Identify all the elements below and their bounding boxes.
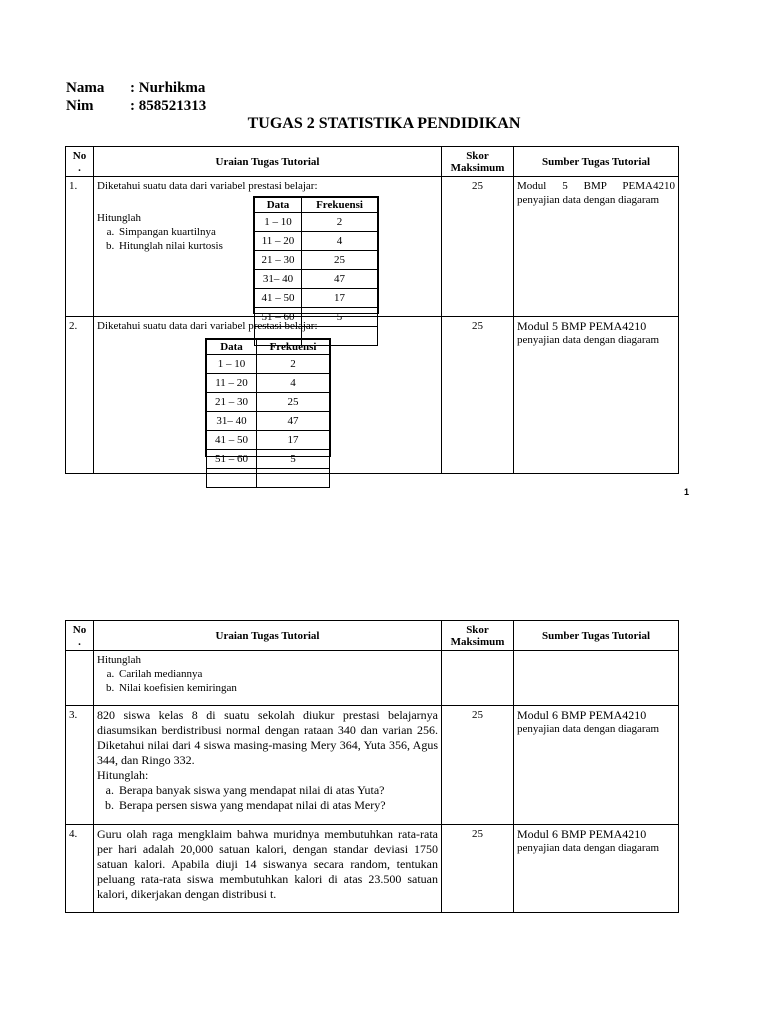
col-no-header: No .: [66, 621, 94, 651]
col-sumber-header: Sumber Tugas Tutorial: [514, 621, 679, 651]
name-value: : Nurhikma: [130, 80, 206, 96]
freq-row: 51 – 60 5: [207, 450, 330, 469]
name-label: Nama: [66, 80, 105, 96]
task-description: [94, 317, 442, 474]
nim-line: [66, 97, 206, 115]
task-number: 1.: [66, 177, 94, 317]
table-header-row: [66, 147, 679, 177]
col-no-header: No .: [66, 147, 94, 177]
table-header-row: [66, 621, 679, 651]
task-table-page-1: [65, 146, 679, 474]
task-intro: Diketahui suatu data dari variabel prestasi belajar:: [97, 180, 318, 192]
task-description: [94, 825, 442, 913]
table-row: [66, 651, 679, 706]
list-item: a. Simpangan kuartilnya: [117, 225, 253, 239]
freq-header-data: Data: [207, 340, 257, 355]
max-score: 25: [442, 317, 514, 474]
task-source: Modul 5 BMP PEMA4210 penyajian data dengan diagaram: [514, 177, 679, 317]
frequency-table: [253, 196, 379, 323]
document-title: TUGAS 2 STATISTIKA PENDIDIKAN: [247, 115, 521, 132]
source-desc: penyajian data dengan diagaram: [517, 334, 660, 346]
task-description: [94, 651, 442, 706]
freq-row: 21 – 30 25: [255, 251, 378, 270]
task-table-page-2: [65, 620, 679, 913]
max-score: 25: [442, 177, 514, 317]
col-skor-header: Skor Maksimum: [442, 147, 514, 177]
max-score: 25: [442, 706, 514, 825]
hitunglah-label: Hitunglah:: [97, 768, 149, 782]
freq-header-frekuensi: Frekuensi: [302, 198, 378, 213]
col-skor-header: Skor Maksimum: [442, 621, 514, 651]
freq-row: 41 – 50 17: [255, 289, 378, 308]
list-item: b. Berapa persen siswa yang mendapat nilai di atas Mery?: [117, 798, 438, 813]
source-desc: penyajian data dengan diagaram: [517, 842, 660, 854]
col-uraian-header: Uraian Tugas Tutorial: [94, 621, 442, 651]
col-sumber-header: Sumber Tugas Tutorial: [514, 147, 679, 177]
list-item: b. Nilai koefisien kemiringan: [117, 681, 438, 695]
freq-row: 1 – 10 2: [255, 213, 378, 232]
freq-row: 11 – 20 4: [255, 232, 378, 251]
frequency-table: [205, 338, 331, 465]
task-number: 4.: [66, 825, 94, 913]
page-number: 1: [684, 487, 690, 497]
task-source: [514, 706, 679, 825]
freq-header-data: Data: [255, 198, 302, 213]
freq-row: 1 – 10 2: [207, 355, 330, 374]
task-text: 820 siswa kelas 8 di suatu sekolah diukur prestasi belajarnya diasumsikan berdistribusi normal dengan rataan 340 dan varian 256. Diketahui nilai dari 4 siswa masing-masing Mery 364, Yuta 356, Agus 344, dan Ringo 332.: [97, 708, 438, 767]
nim-label: Nim: [66, 98, 94, 114]
hitunglah-label: Hitunglah: [97, 654, 141, 666]
source-module: Modul 5 BMP PEMA4210: [517, 319, 647, 333]
task-text: Guru olah raga mengklaim bahwa muridnya membutuhkan rata-rata per hari adalah 20,000 satuan kalori, dengan standar deviasi 1750 satuan kalori. Apabila diuji 14 siswanya secara random, tentukan peluang rata-rata siswa membutuhkan kalori di atas 23.500 satuan kalori, dikerjakan dengan distribusi t.: [97, 827, 438, 901]
freq-header-frekuensi: Frekuensi: [257, 340, 330, 355]
task-description: [94, 706, 442, 825]
list-item: a. Berapa banyak siswa yang mendapat nilai di atas Yuta?: [117, 783, 438, 798]
task-description: [94, 177, 442, 323]
task-intro: Diketahui suatu data dari variabel prestasi belajar:: [97, 320, 318, 332]
freq-row: 11 – 20 4: [207, 374, 330, 393]
freq-row: 21 – 30 25: [207, 393, 330, 412]
table-row: [66, 825, 679, 913]
max-score: 25: [442, 825, 514, 913]
list-item: a. Carilah mediannya: [117, 667, 438, 681]
nim-value: : 858521313: [130, 98, 207, 114]
name-line: [66, 79, 205, 97]
task-source: [514, 825, 679, 913]
freq-row: 31– 40 47: [255, 270, 378, 289]
task-number: 2.: [66, 317, 94, 474]
source-module: Modul 6 BMP PEMA4210: [517, 708, 647, 722]
freq-row: 51 – 60 5: [255, 308, 378, 327]
list-item: b. Hitunglah nilai kurtosis: [117, 239, 253, 253]
table-row: [66, 706, 679, 825]
freq-row: 31– 40 47: [207, 412, 330, 431]
task-source: [514, 317, 679, 474]
freq-row: 41 – 50 17: [207, 431, 330, 450]
task-number: 3.: [66, 706, 94, 825]
hitunglah-label: Hitunglah: [97, 212, 141, 224]
source-module: Modul 6 BMP PEMA4210: [517, 827, 647, 841]
table-row: [66, 177, 679, 317]
source-desc: penyajian data dengan diagaram: [517, 723, 660, 735]
col-uraian-header: Uraian Tugas Tutorial: [94, 147, 442, 177]
